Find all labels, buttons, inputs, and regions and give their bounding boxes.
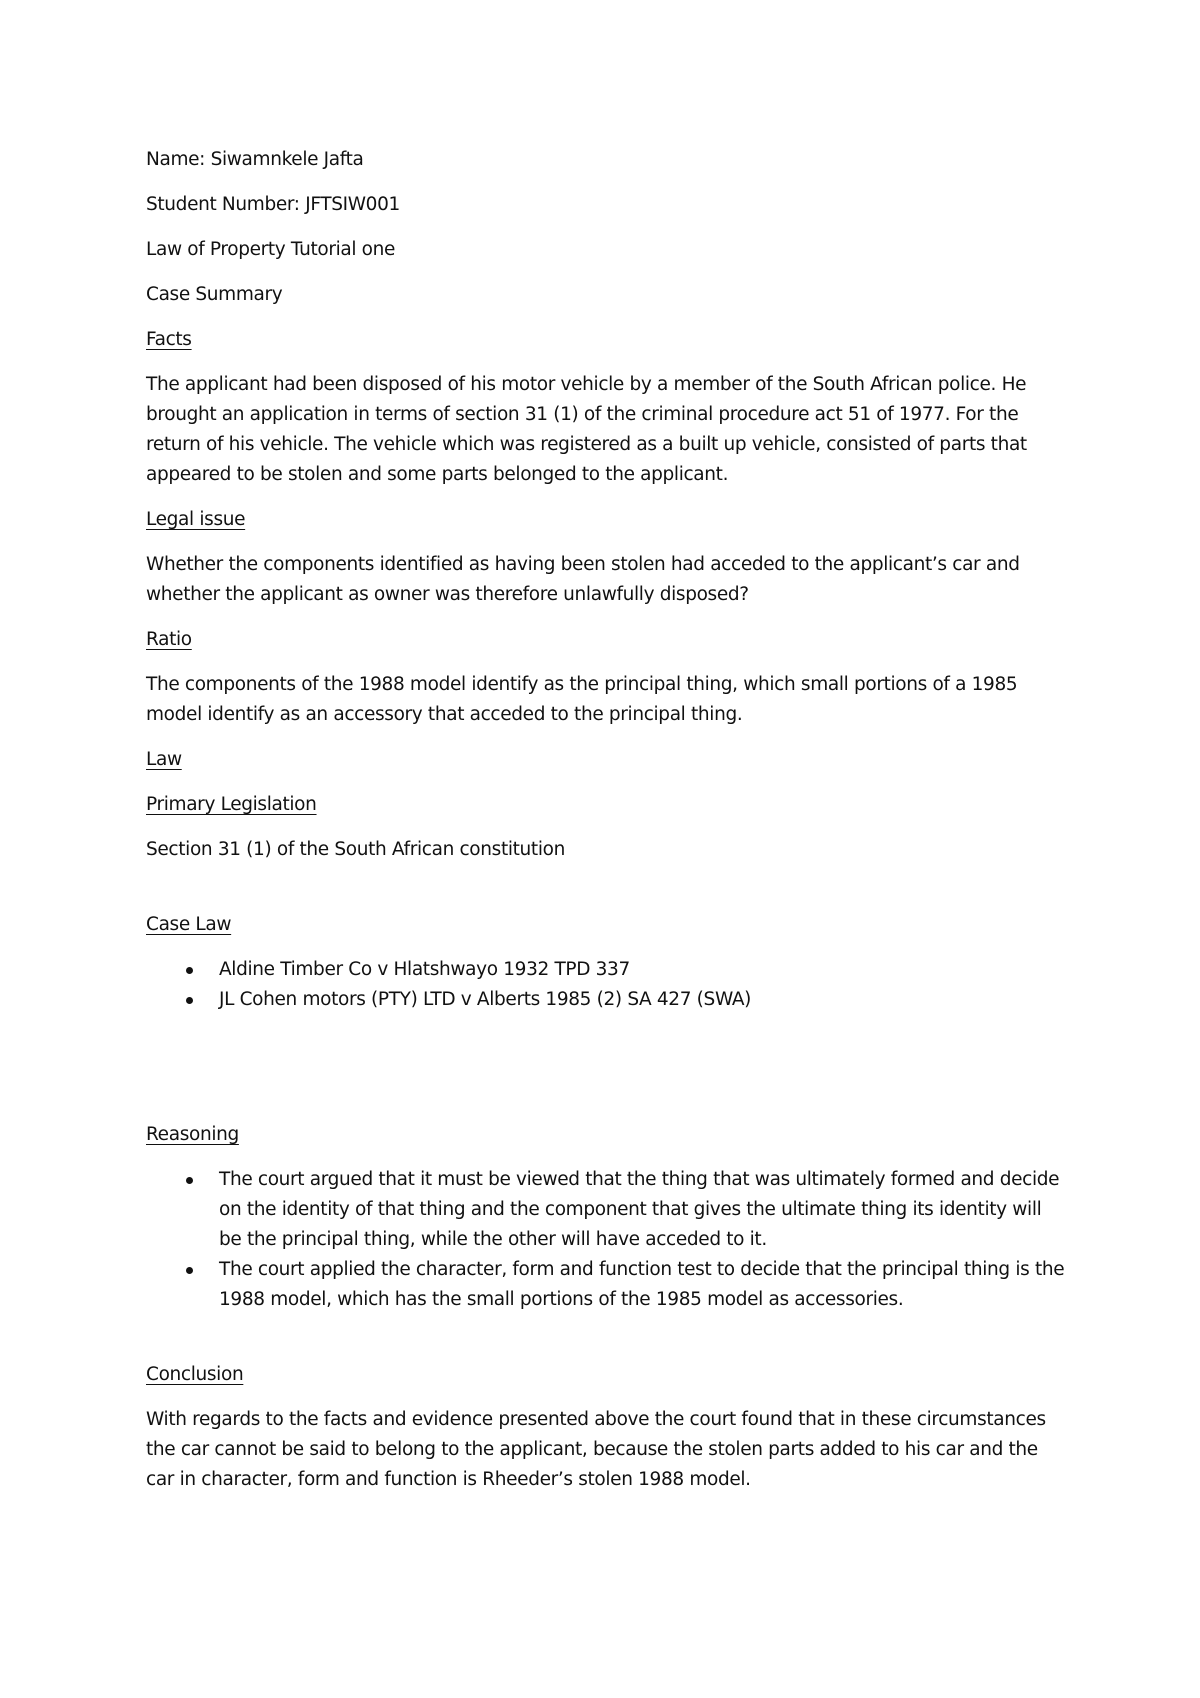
list-item	[146, 1165, 1066, 1255]
ratio-heading: Ratio	[146, 629, 192, 650]
student-name: Name: Siwamnkele Jafta	[146, 149, 364, 170]
list-item	[146, 1255, 1066, 1315]
facts-text: The applicant had been disposed of his motor vehicle by a member of the South African police. He brought an application in terms of section 31 (1) of the criminal procedure act 51 of 1977. For the return of his vehicle. The vehicle which was registered as a built up vehicle, consisted of parts that appeared to be stolen and some parts belonged to the applicant.	[146, 374, 1027, 485]
list-item	[146, 985, 1066, 1015]
case-law-list	[146, 955, 1066, 1015]
reasoning-list	[146, 1165, 1066, 1315]
legal-issue-heading: Legal issue	[146, 509, 246, 530]
case-law-item: JL Cohen motors (PTY) LTD v Alberts 1985 (2) SA 427 (SWA)	[219, 989, 752, 1010]
spacer	[146, 1030, 1066, 1120]
reasoning-item: The court applied the character, form and function test to decide that the principal thing is the 1988 model, which has the small portions of the 1985 model as accessories.	[219, 1259, 1065, 1310]
spacer	[146, 1330, 1066, 1360]
course-title: Law of Property Tutorial one	[146, 239, 396, 260]
bullet-icon	[186, 967, 193, 974]
conclusion-heading: Conclusion	[146, 1364, 244, 1385]
legal-issue-text: Whether the components identified as having been stolen had acceded to the applicant’s car and whether the applicant as owner was therefore unlawfully disposed?	[146, 554, 1020, 605]
facts-heading: Facts	[146, 329, 192, 350]
document-type: Case Summary	[146, 284, 283, 305]
law-heading: Law	[146, 749, 182, 770]
case-law-heading: Case Law	[146, 914, 232, 935]
document-body	[146, 145, 1066, 1510]
ratio-text: The components of the 1988 model identify as the principal thing, which small portions of a 1985 model identify as an accessory that acceded to the principal thing.	[146, 674, 1018, 725]
reasoning-heading: Reasoning	[146, 1124, 239, 1145]
primary-legislation-heading: Primary Legislation	[146, 794, 317, 815]
list-item	[146, 955, 1066, 985]
bullet-icon	[186, 997, 193, 1004]
case-law-item: Aldine Timber Co v Hlatshwayo 1932 TPD 337	[219, 959, 630, 980]
student-number: Student Number: JFTSIW001	[146, 194, 400, 215]
conclusion-text: With regards to the facts and evidence presented above the court found that in these circumstances the car cannot be said to belong to the applicant, because the stolen parts added to his car and the car in character, form and function is Rheeder’s stolen 1988 model.	[146, 1409, 1046, 1490]
bullet-icon	[186, 1267, 193, 1274]
reasoning-item: The court argued that it must be viewed that the thing that was ultimately formed and decide on the identity of that thing and the component that gives the ultimate thing its identity will be the principal thing, while the other will have acceded to it.	[219, 1169, 1060, 1250]
primary-legislation-text: Section 31 (1) of the South African constitution	[146, 839, 565, 860]
spacer	[146, 880, 1066, 910]
bullet-icon	[186, 1177, 193, 1184]
